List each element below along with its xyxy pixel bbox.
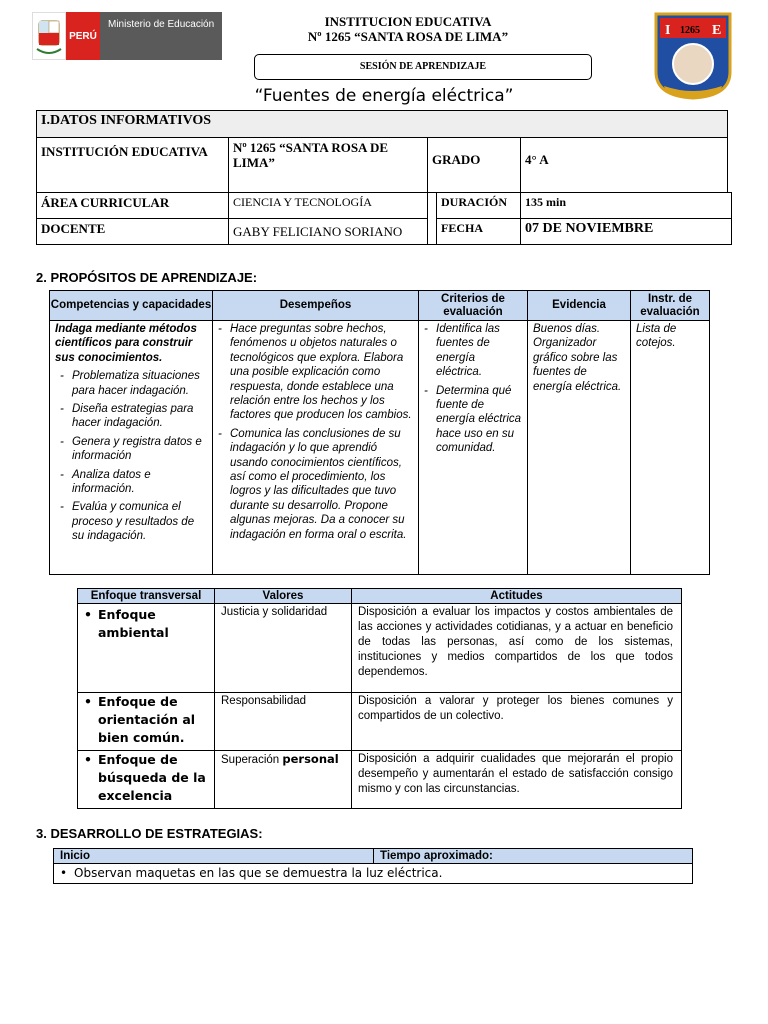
docente-label: DOCENTE — [36, 218, 229, 245]
competencia-text: Indaga mediante métodos científicos para construir sus conocimientos. — [55, 323, 197, 364]
enfoque-item: • Enfoque de búsqueda de la excelencia — [84, 752, 206, 803]
logo-country-label: PERÚ — [66, 12, 100, 60]
enfoque-cell — [77, 692, 215, 751]
actitud-cell: Disposición a adquirir cualidades que mejorarán el propio desempeño y aumentarán el estado de satisfacción consigo mismo y con las circunstancias. — [351, 750, 682, 809]
criterios-cell — [418, 320, 528, 575]
fecha-label: FECHA — [436, 218, 521, 245]
fecha-value: 07 DE NOVIEMBRE — [520, 218, 732, 245]
inicio-cell — [53, 863, 693, 884]
crest-letter-e: E — [712, 23, 722, 38]
datos-heading: I.DATOS INFORMATIVOS — [36, 110, 728, 138]
inicio-item: • Observan maquetas en las que se demuestra la luz eléctrica. — [60, 866, 443, 880]
school-line-1: INSTITUCION EDUCATIVA — [324, 14, 492, 29]
evidencia-cell: Buenos días. Organizador gráfico sobre las fuentes de energía eléctrica. — [527, 320, 631, 575]
school-crest-icon — [654, 12, 732, 100]
actitud-cell: Disposición a valorar y proteger los bienes comunes y compartidos de un colectivo. — [351, 692, 682, 751]
desempeno-item: - Comunica las conclusiones de su indagación y lo que aprendió usando conocimientos científicos, así como el procedimiento, los logros y las dificultades que tuvo durante su desarrollo. Propone algunas mejoras. Da a conocer su indagación en forma oral o escrita. — [218, 427, 407, 541]
col-inicio: Inicio — [53, 848, 374, 864]
competencias-cell — [49, 320, 213, 575]
valor-cell: Justicia y solidaridad — [214, 603, 352, 693]
col-tiempo: Tiempo aproximado: — [373, 848, 693, 864]
valor-cell — [214, 750, 352, 809]
col-actitudes: Actitudes — [351, 588, 682, 604]
valor-extra: personal — [282, 752, 339, 766]
ministry-logo — [32, 12, 222, 60]
duracion-value: 135 min — [520, 192, 732, 219]
desempenos-cell — [212, 320, 419, 575]
capacidad-item: - Evalúa y comunica el proceso y resultados de su indagación. — [60, 501, 195, 543]
enfoque-cell — [77, 603, 215, 693]
col-valores: Valores — [214, 588, 352, 604]
capacidad-item: - Diseña estrategias para hacer indagación. — [60, 403, 194, 430]
lesson-title: “Fuentes de energía eléctrica” — [254, 86, 514, 106]
duracion-label: DURACIÓN — [436, 192, 521, 219]
area-value: CIENCIA Y TECNOLOGÍA — [228, 192, 428, 219]
school-line-2: Nº 1265 “SANTA ROSA DE LIMA” — [307, 29, 509, 44]
session-label: SESIÓN DE APRENDIZAJE — [254, 54, 592, 80]
docente-value: GABY FELICIANO SORIANO — [228, 218, 428, 245]
desempeno-item: - Hace preguntas sobre hechos, fenómenos u objetos naturales o tecnológicos que explora. Elabora una posible explicación como respuesta, donde establece una relación entre los hechos y los factores que producen los cambios. — [218, 323, 412, 422]
col-competencias: Competencias y capacidades — [49, 290, 213, 321]
coat-of-arms-icon — [32, 12, 66, 60]
institucion-value: Nº 1265 “SANTA ROSA DE LIMA” — [228, 137, 428, 193]
col-criterios: Criterios de evaluación — [418, 290, 528, 321]
enfoque-item: • Enfoque ambiental — [84, 607, 169, 640]
capacidad-item: - Genera y registra datos e información — [60, 435, 202, 463]
col-evidencia: Evidencia — [527, 290, 631, 321]
grado-label: GRADO — [427, 137, 521, 193]
institucion-label: INSTITUCIÓN EDUCATIVA — [36, 137, 229, 193]
col-desempenos: Desempeños — [212, 290, 419, 321]
criterio-item: - Determina qué fuente de energía eléctrica hace uso en su comunidad. — [424, 384, 522, 455]
criterio-item: - Identifica las fuentes de energía eléctrica. — [424, 323, 500, 379]
grado-value: 4° A — [520, 137, 728, 193]
crest-number: 1265 — [680, 25, 700, 36]
area-label: ÁREA CURRICULAR — [36, 192, 229, 219]
col-instrumento: Instr. de evaluación — [630, 290, 710, 321]
school-name — [255, 14, 561, 44]
col-enfoque: Enfoque transversal — [77, 588, 215, 604]
crest-letter-i: I — [665, 23, 671, 38]
capacidad-item: - Problematiza situaciones para hacer indagación. — [60, 370, 200, 397]
instrumento-cell: Lista de cotejos. — [630, 320, 710, 575]
enfoque-item: • Enfoque de orientación al bien común. — [84, 694, 196, 745]
propositos-heading: 2. PROPÓSITOS DE APRENDIZAJE: — [36, 270, 258, 285]
valor-cell: Responsabilidad — [214, 692, 352, 751]
enfoque-cell — [77, 750, 215, 809]
desarrollo-heading: 3. DESARROLLO DE ESTRATEGIAS: — [36, 826, 263, 841]
actitud-cell: Disposición a evaluar los impactos y costos ambientales de las acciones y actividades cotidianas, y a actuar en beneficio de todas las personas, así como de los sistemas, instituciones y medios compartidos de los que todos dependemos. — [351, 603, 682, 693]
capacidad-item: - Analiza datos e información. — [60, 468, 151, 496]
logo-ministry-label: Ministerio de Educación — [100, 12, 222, 60]
valor-text: Superación — [221, 754, 283, 766]
